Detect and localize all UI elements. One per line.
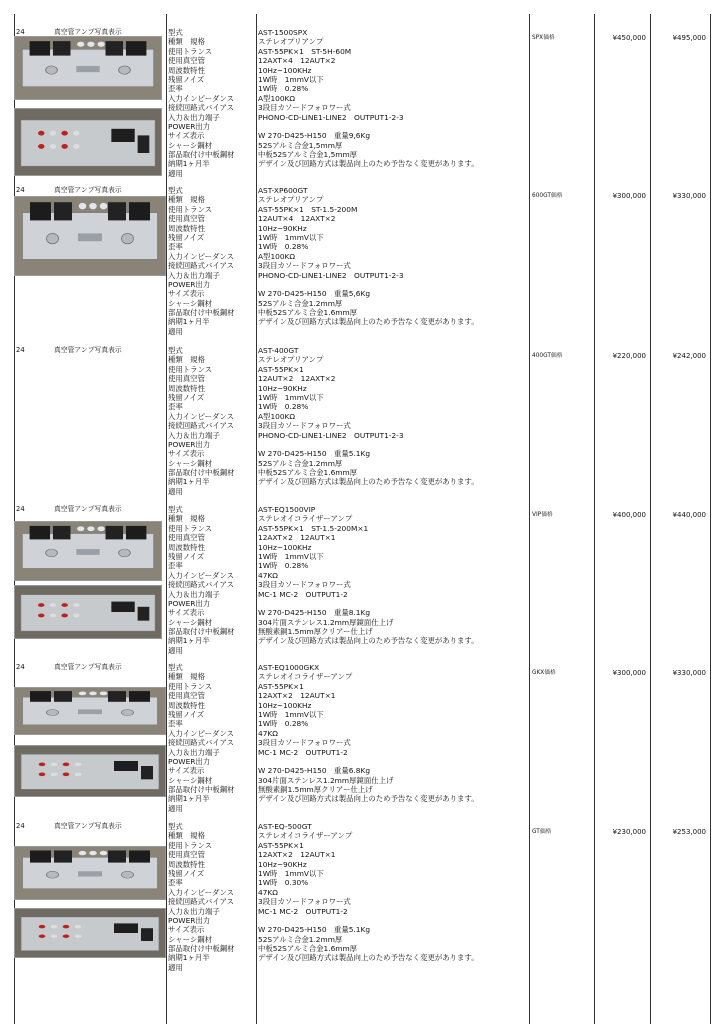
spec-labels [168,505,235,655]
price-grade: GT価格 [532,829,552,835]
product-row [0,822,724,972]
spec-value: MC-1 MC-2 OUTPUT1-2 [258,906,348,916]
spec-label: 使用真空管 [168,374,205,384]
spec-labels [168,822,235,972]
spec-value [258,122,479,131]
spec-label: 型式 [168,822,183,831]
price-incl-tax: ¥242,000 [672,352,706,360]
spec-values [258,505,479,655]
spec-label: サイズ表示 [168,131,205,141]
spec-label: 種類 規格 [168,514,205,524]
spec-value: 304片面ステンレス1.2mm厚鏡面仕上げ [258,775,394,785]
spec-label: 使用トランス [168,681,213,691]
product-index: 24 [16,186,25,194]
spec-label: POWER出力 [168,598,211,608]
product-photo-front [14,521,162,581]
price-excl-tax: ¥300,000 [612,192,646,200]
spec-value: 無酸素銅1.5mm厚クリアー仕上げ [258,785,373,795]
spec-label: 入力＆出力端子 [168,270,220,280]
product-category: 真空管アンプ写真表示 [54,186,122,194]
product-category: 真空管アンプ写真表示 [54,346,122,354]
spec-label: 歪率 [168,84,183,94]
spec-value: W 270-D425-H150 重量6.8Kg [258,766,371,776]
price-incl-tax: ¥330,000 [672,192,706,200]
spec-label: 使用トランス [168,46,213,56]
spec-label: 入力インピーダンス [168,570,235,580]
spec-label: POWER出力 [168,121,211,131]
spec-value: デザイン及び回路方式は製品向上のため予告なく変更があります。 [258,477,479,487]
spec-value: MC-1 MC-2 OUTPUT1-2 [258,747,348,757]
spec-value: 10Hz~100KHz [258,542,312,552]
spec-label: 適用 [168,168,183,178]
spec-values [258,663,479,813]
spec-value [258,599,479,608]
spec-label: 種類 規格 [168,672,205,682]
spec-label: 入力インピーダンス [168,411,235,421]
product-photo-front [14,196,166,276]
spec-label: 適用 [168,645,183,655]
product-photo-front [14,846,166,900]
spec-label: 周波数特性 [168,542,205,552]
spec-label: POWER出力 [168,439,211,449]
product-index: 24 [16,28,25,36]
spec-label: 歪率 [168,242,183,252]
product-photo-rear [14,908,166,958]
spec-value: 1W時 0.28% [258,242,309,252]
spec-label: 接続回路式バイアス [168,738,234,748]
spec-label: 使用真空管 [168,214,205,224]
spec-label: 接続回路式バイアス [168,261,234,271]
spec-value: 3段目カソードフォロワー式 [258,421,351,431]
spec-value: 1W時 0.28% [258,719,309,729]
product-index: 24 [16,663,25,671]
spec-label: 入力＆出力端子 [168,906,220,916]
spec-value: 中板52Sアルミ合金1.6mm厚 [258,944,358,954]
spec-value: 12AXT×2 12AUT×1 [258,533,336,543]
spec-label: 納期1ヶ月半 [168,317,210,327]
spec-label: シャーシ鋼材 [168,775,213,785]
spec-label: POWER出力 [168,915,211,925]
product-row [0,505,724,655]
price-excl-tax: ¥230,000 [612,828,646,836]
product-photo-rear [14,745,166,797]
spec-value: 52Sアルミ合金1.2mm厚 [258,298,343,308]
spec-label: 周波数特性 [168,65,205,75]
spec-label: 型式 [168,505,183,514]
spec-value: AST-55PK×1 ST-1.5-200M×1 [258,523,369,533]
spec-value: 12AUT×2 12AXT×2 [258,374,336,384]
spec-label: 接続回路式バイアス [168,421,234,431]
spec-value: AST-EQ1500VIP [258,505,316,514]
product-index: 24 [16,822,25,830]
spec-label: 接続回路式バイアス [168,580,234,590]
spec-label: 周波数特性 [168,700,205,710]
spec-label: 残留ノイズ [168,74,205,84]
price-grade: 400GT価格 [532,353,563,359]
spec-label: POWER出力 [168,279,211,289]
spec-label: 周波数特性 [168,859,205,869]
spec-value: W 270-D425-H150 重量9,6Kg [258,131,371,141]
spec-label: 型式 [168,186,183,195]
spec-value: W 270-D425-H150 重量5.1Kg [258,449,371,459]
spec-label: 残留ノイズ [168,232,205,242]
spec-values [258,28,479,178]
product-category: 真空管アンプ写真表示 [54,505,122,513]
spec-value: ステレオプリアンプ [258,355,324,365]
spec-label: 残留ノイズ [168,868,205,878]
spec-value: A型100KΩ [258,93,296,103]
price-incl-tax: ¥495,000 [672,34,706,42]
product-photo-rear [14,108,162,176]
spec-label: サイズ表示 [168,766,205,776]
spec-label: 使用トランス [168,364,213,374]
product-row [0,28,724,178]
spec-label: 部品取付け中板鋼材 [168,150,235,160]
spec-value: W 270-D425-H150 重量5,6Kg [258,289,371,299]
spec-value: AST-55PK×1 [258,840,304,850]
product-index: 24 [16,505,25,513]
spec-value: 10Hz~100KHz [258,700,312,710]
spec-value: AST-55PK×1 [258,364,304,374]
spec-value [258,487,479,496]
spec-value: AST-55PK×1 ST-1.5-200M [258,204,358,214]
spec-value: 1W時 1mmV以下 [258,74,324,84]
price-incl-tax: ¥330,000 [672,669,706,677]
spec-value: 1W時 1mmV以下 [258,868,324,878]
spec-label: サイズ表示 [168,449,205,459]
spec-value: 3段目カソードフォロワー式 [258,738,351,748]
price-excl-tax: ¥400,000 [612,511,646,519]
price-excl-tax: ¥300,000 [612,669,646,677]
spec-label: シャーシ鋼材 [168,617,213,627]
spec-value: 12AUT×4 12AXT×2 [258,214,336,224]
product-category: 真空管アンプ写真表示 [54,822,122,830]
product-row [0,346,724,496]
spec-label: 適用 [168,486,183,496]
spec-value: 47KΩ [258,570,278,580]
spec-value: ステレオプリアンプ [258,195,324,205]
spec-value [258,916,479,925]
spec-value: 中板52Sアルミ合金1.6mm厚 [258,308,358,318]
spec-label: 種類 規格 [168,831,205,841]
product-category: 真空管アンプ写真表示 [54,28,122,36]
spec-label: 種類 規格 [168,37,205,47]
spec-label: 歪率 [168,878,183,888]
spec-value [258,963,479,972]
spec-label: サイズ表示 [168,289,205,299]
spec-label: 部品取付け中板鋼材 [168,944,235,954]
spec-label: 使用トランス [168,204,213,214]
spec-label: 入力＆出力端子 [168,112,220,122]
spec-value [258,280,479,289]
price-grade: VIP価格 [532,512,553,518]
spec-value: 中板52Sアルミ合金1,5mm厚 [258,150,358,160]
spec-values [258,822,479,972]
spec-label: 接続回路式バイアス [168,897,234,907]
spec-label: 入力＆出力端子 [168,589,220,599]
spec-value: 52Sアルミ合金1.2mm厚 [258,934,343,944]
spec-value: W 270-D425-H150 重量5.1Kg [258,925,371,935]
spec-value: 3段目カソードフォロワー式 [258,580,351,590]
spec-value: 52Sアルミ合金1,5mm厚 [258,140,343,150]
spec-label: 部品取付け中板鋼材 [168,785,235,795]
spec-value [258,757,479,766]
spec-label: 歪率 [168,402,183,412]
spec-value: A型100KΩ [258,251,296,261]
spec-label: 接続回路式バイアス [168,103,234,113]
spec-label: 残留ノイズ [168,392,205,402]
spec-value [258,169,479,178]
spec-value: AST-55PK×1 [258,681,304,691]
spec-value: 1W時 0.28% [258,402,309,412]
spec-value: 10Hz~90KHz [258,383,307,393]
spec-value: 1W時 1mmV以下 [258,232,324,242]
spec-value [258,646,479,655]
spec-label: 使用真空管 [168,56,205,66]
spec-label: 種類 規格 [168,195,205,205]
price-incl-tax: ¥440,000 [672,511,706,519]
spec-label: 歪率 [168,561,183,571]
spec-value: 12AXT×4 12AUT×2 [258,56,336,66]
spec-label: 型式 [168,663,183,672]
spec-value: デザイン及び回路方式は製品向上のため予告なく変更があります。 [258,159,479,169]
spec-value: AST-400GT [258,346,299,355]
spec-label: 部品取付け中板鋼材 [168,627,235,637]
spec-value: ステレオイコライザーアンプ [258,514,353,524]
spec-value: 3段目カソードフォロワー式 [258,897,351,907]
product-row [0,186,724,336]
spec-label: サイズ表示 [168,925,205,935]
spec-labels [168,28,235,178]
spec-value: 47KΩ [258,887,278,897]
spec-label: 納期1ヶ月半 [168,953,210,963]
product-photo-front [14,687,166,735]
spec-value: ステレオイコライザーアンプ [258,672,353,682]
spec-label: 使用トランス [168,523,213,533]
spec-label: 納期1ヶ月半 [168,159,210,169]
spec-label: 入力インピーダンス [168,728,235,738]
spec-value: 中板52Sアルミ合金1.6mm厚 [258,468,358,478]
spec-value: 52Sアルミ合金1.2mm厚 [258,458,343,468]
product-index: 24 [16,346,25,354]
spec-label: シャーシ鋼材 [168,140,213,150]
spec-value: 304片面ステンレス1.2mm厚鏡面仕上げ [258,617,394,627]
spec-value: 1W時 1mmV以下 [258,551,324,561]
spec-value: W 270-D425-H150 重量8.1Kg [258,608,371,618]
price-excl-tax: ¥220,000 [612,352,646,360]
price-incl-tax: ¥253,000 [672,828,706,836]
spec-label: 周波数特性 [168,223,205,233]
spec-value: AST-55PK×1 ST-5H-60M [258,46,352,56]
price-excl-tax: ¥450,000 [612,34,646,42]
spec-value: ステレオプリアンプ [258,37,324,47]
spec-label: 周波数特性 [168,383,205,393]
spec-label: 入力インピーダンス [168,251,235,261]
spec-label: サイズ表示 [168,608,205,618]
spec-label: 歪率 [168,719,183,729]
spec-label: 部品取付け中板鋼材 [168,468,235,478]
spec-values [258,346,479,496]
spec-value: 1W時 1mmV以下 [258,709,324,719]
price-grade: 600GT価格 [532,193,563,199]
spec-label: シャーシ鋼材 [168,458,213,468]
spec-value: 3段目カソードフォロワー式 [258,261,351,271]
spec-label: 残留ノイズ [168,551,205,561]
spec-value: 3段目カソードフォロワー式 [258,103,351,113]
spec-value: PHONO-CD-LINE1-LINE2 OUTPUT1-2-3 [258,430,404,440]
spec-value: デザイン及び回路方式は製品向上のため予告なく変更があります。 [258,794,479,804]
spec-value: 12AXT×2 12AUT×1 [258,691,336,701]
spec-label: 適用 [168,803,183,813]
spec-label: 型式 [168,28,183,37]
spec-value [258,327,479,336]
spec-value: AST-EQ1000GKX [258,663,320,672]
spec-value: AST-EQ-500GT [258,822,312,831]
price-grade: SPX価格 [532,35,555,41]
spec-label: 型式 [168,346,183,355]
spec-value: デザイン及び回路方式は製品向上のため予告なく変更があります。 [258,317,479,327]
spec-value: 10Hz~90KHz [258,859,307,869]
spec-value: 47KΩ [258,728,278,738]
spec-value: 1W時 0.30% [258,878,309,888]
spec-value: ステレオイコライザーアンプ [258,831,353,841]
spec-value: 無酸素銅1.5mm厚クリアー仕上げ [258,627,373,637]
spec-labels [168,663,235,813]
spec-value: デザイン及び回路方式は製品向上のため予告なく変更があります。 [258,636,479,646]
spec-label: 入力＆出力端子 [168,747,220,757]
spec-label: 使用真空管 [168,691,205,701]
spec-label: 適用 [168,326,183,336]
spec-value: 1W時 0.28% [258,84,309,94]
spec-labels [168,186,235,336]
spec-label: 種類 規格 [168,355,205,365]
spec-label: 使用真空管 [168,533,205,543]
product-photo-front [14,36,162,100]
spec-label: 入力インピーダンス [168,93,235,103]
product-row [0,663,724,813]
spec-value: 1W時 1mmV以下 [258,392,324,402]
spec-label: 入力インピーダンス [168,887,235,897]
spec-value: PHONO-CD-LINE1-LINE2 OUTPUT1-2-3 [258,270,404,280]
spec-value: 12AXT×2 12AUT×1 [258,850,336,860]
product-category: 真空管アンプ写真表示 [54,663,122,671]
product-photo-rear [14,585,162,639]
spec-values [258,186,479,336]
spec-label: 使用真空管 [168,850,205,860]
spec-value: 1W時 0.28% [258,561,309,571]
spec-value [258,440,479,449]
spec-value: 10Hz~90KHz [258,223,307,233]
spec-value: MC-1 MC-2 OUTPUT1-2 [258,589,348,599]
spec-label: POWER出力 [168,756,211,766]
spec-label: 入力＆出力端子 [168,430,220,440]
spec-value: 10Hz~100KHz [258,65,312,75]
spec-label: 残留ノイズ [168,709,205,719]
spec-value: A型100KΩ [258,411,296,421]
spec-label: 納期1ヶ月半 [168,794,210,804]
price-grade: GKX価格 [532,670,556,676]
spec-label: シャーシ鋼材 [168,298,213,308]
spec-label: 適用 [168,962,183,972]
spec-value: デザイン及び回路方式は製品向上のため予告なく変更があります。 [258,953,479,963]
spec-value: AST-1500SPX [258,28,308,37]
spec-value: PHONO-CD-LINE1-LINE2 OUTPUT1-2-3 [258,112,404,122]
spec-label: シャーシ鋼材 [168,934,213,944]
spec-label: 納期1ヶ月半 [168,636,210,646]
spec-label: 部品取付け中板鋼材 [168,308,235,318]
spec-labels [168,346,235,496]
spec-value [258,804,479,813]
spec-label: 納期1ヶ月半 [168,477,210,487]
spec-label: 使用トランス [168,840,213,850]
spec-value: AST-XP600GT [258,186,308,195]
